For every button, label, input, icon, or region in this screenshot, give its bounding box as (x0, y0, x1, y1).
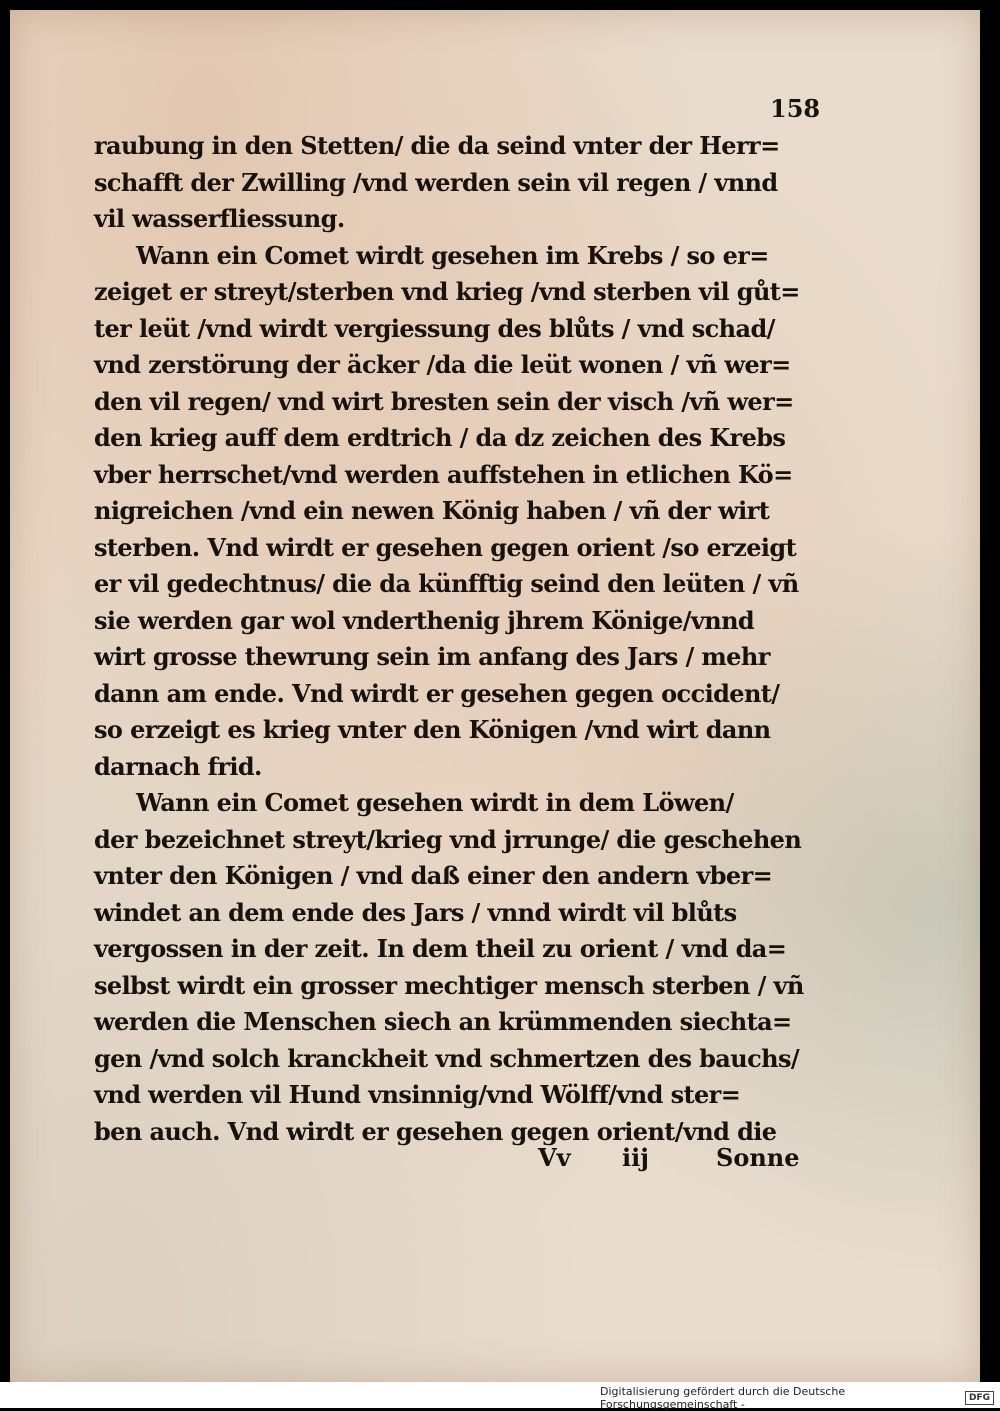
page-number: 158 (770, 94, 821, 123)
text-line: den vil regen/ vnd wirt bresten sein der visch /vñ wer= (94, 386, 794, 416)
signature-line (530, 1143, 830, 1179)
signature-mark: Vv (538, 1143, 571, 1172)
text-line: sterben. Vnd wirdt er gesehen gegen orient /so erzeigt (94, 532, 797, 562)
page-text-block (94, 128, 824, 1150)
text-line: vnter den Königen / vnd daß einer den andern vber= (94, 861, 773, 890)
text-line: ben auch. Vnd wirdt er gesehen gegen orient/vnd die (94, 1116, 777, 1146)
text-line: vnd zerstörung der äcker /da die leüt wonen / vñ wer= (94, 350, 791, 379)
text-line: gen /vnd solch kranckheit vnd schmertzen des bauchs/ (94, 1043, 800, 1073)
catchword: Sonne (716, 1143, 800, 1172)
text-line: den krieg auff dem erdtrich / da dz zeichen des Krebs (94, 423, 786, 452)
text-line: der bezeichnet streyt/krieg vnd jrrunge/ die geschehen (94, 824, 802, 854)
text-line: darnach frid. (94, 751, 262, 781)
text-line: nigreichen /vnd ein newen König haben / vñ der wirt (94, 496, 770, 525)
text-line: vnd werden vil Hund vnsinnig/vnd Wölff/vnd ster= (94, 1080, 741, 1109)
funding-text: Digitalisierung gefördert durch die Deutsche Forschungsgemeinschaft - (600, 1385, 846, 1411)
text-line: sie werden gar wol vnderthenig jhrem Könige/vnnd (94, 605, 755, 635)
text-line: schafft der Zwilling /vnd werden sein vil regen / vnnd (94, 167, 778, 197)
text-line: Wann ein Comet gesehen wirdt in dem Löwen/ (136, 788, 734, 817)
text-line: so erzeigt es krieg vnter den Königen /vnd wirt dann (94, 715, 771, 744)
signature-number: iij (622, 1143, 649, 1172)
text-line: vil wasserfliessung. (94, 204, 345, 233)
text-line: selbst wirdt ein grosser mechtiger mensch sterben / vñ (94, 970, 804, 1000)
text-line: vergossen in der zeit. In dem theil zu orient / vnd da= (94, 934, 787, 963)
text-line: vber herrschet/vnd werden auffstehen in etlichen Kö= (94, 459, 793, 489)
dfg-logo: DFG (965, 1391, 994, 1405)
text-line: Wann ein Comet wirdt gesehen im Krebs / so er= (136, 240, 769, 270)
text-line: windet an dem ende des Jars / vnnd wirdt vil blůts (94, 897, 737, 927)
funding-footer (600, 1385, 1000, 1411)
text-line: ter leüt /vnd wirdt vergiessung des blůts / vnd schad/ (94, 313, 775, 343)
text-line: raubung in den Stetten/ die da seind vnter der Herr= (94, 131, 780, 160)
text-line: wirt grosse thewrung sein im anfang des Jars / mehr (94, 642, 770, 671)
text-line: zeiget er streyt/sterben vnd krieg /vnd sterben vil gůt= (94, 277, 800, 306)
book-page (10, 10, 980, 1382)
text-line: dann am ende. Vnd wirdt er gesehen gegen occident/ (94, 678, 780, 708)
text-line: er vil gedechtnus/ die da künfftig seind den leüten / vñ (94, 569, 799, 598)
text-line: werden die Menschen siech an krümmenden siechta= (94, 1007, 792, 1036)
